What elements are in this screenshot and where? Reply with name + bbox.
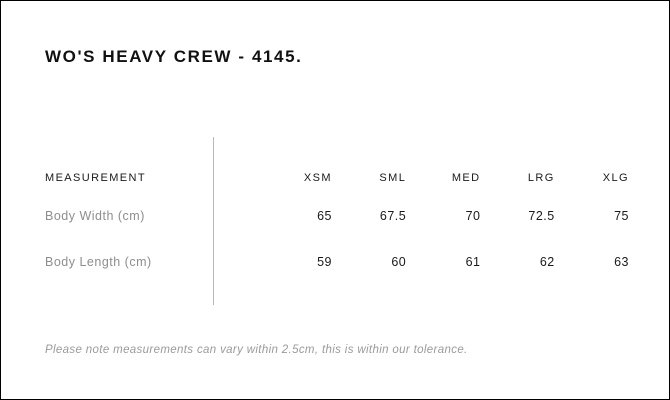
- cell-body-length-lrg: 62: [539, 255, 555, 269]
- table-header: [45, 163, 629, 193]
- cell-body-length-xlg: 63: [614, 255, 629, 269]
- table-row: [45, 239, 629, 285]
- table-body: [45, 193, 629, 285]
- row-label-body-width: Body Width (cm): [45, 209, 145, 223]
- cell-body-width-lrg: 72.5: [528, 209, 555, 223]
- tolerance-note: Please note measurements can vary within 2.5cm, this is within our tolerance.: [45, 344, 468, 356]
- row-label-body-length: Body Length (cm): [45, 255, 152, 269]
- cell-body-width-sml: 67.5: [379, 209, 407, 223]
- cell-body-width-med: 70: [465, 209, 481, 223]
- column-header-xsm: XSM: [303, 172, 332, 184]
- cell-body-width-xsm: 65: [317, 209, 332, 223]
- cell-body-length-med: 61: [465, 255, 481, 269]
- size-table: [45, 163, 629, 285]
- column-header-med: MED: [451, 172, 481, 184]
- page-title: WO'S HEAVY CREW - 4145.: [45, 47, 303, 66]
- table-header-row: [45, 163, 629, 193]
- page-content: [1, 1, 669, 399]
- cell-body-length-sml: 60: [391, 255, 407, 269]
- column-header-lrg: LRG: [527, 172, 555, 184]
- column-header-sml: SML: [379, 172, 407, 184]
- column-header-xlg: XLG: [602, 172, 629, 184]
- column-header-measurement: MEASUREMENT: [45, 172, 146, 184]
- cell-body-width-xlg: 75: [614, 209, 629, 223]
- cell-body-length-xsm: 59: [317, 255, 332, 269]
- table-row: [45, 193, 629, 239]
